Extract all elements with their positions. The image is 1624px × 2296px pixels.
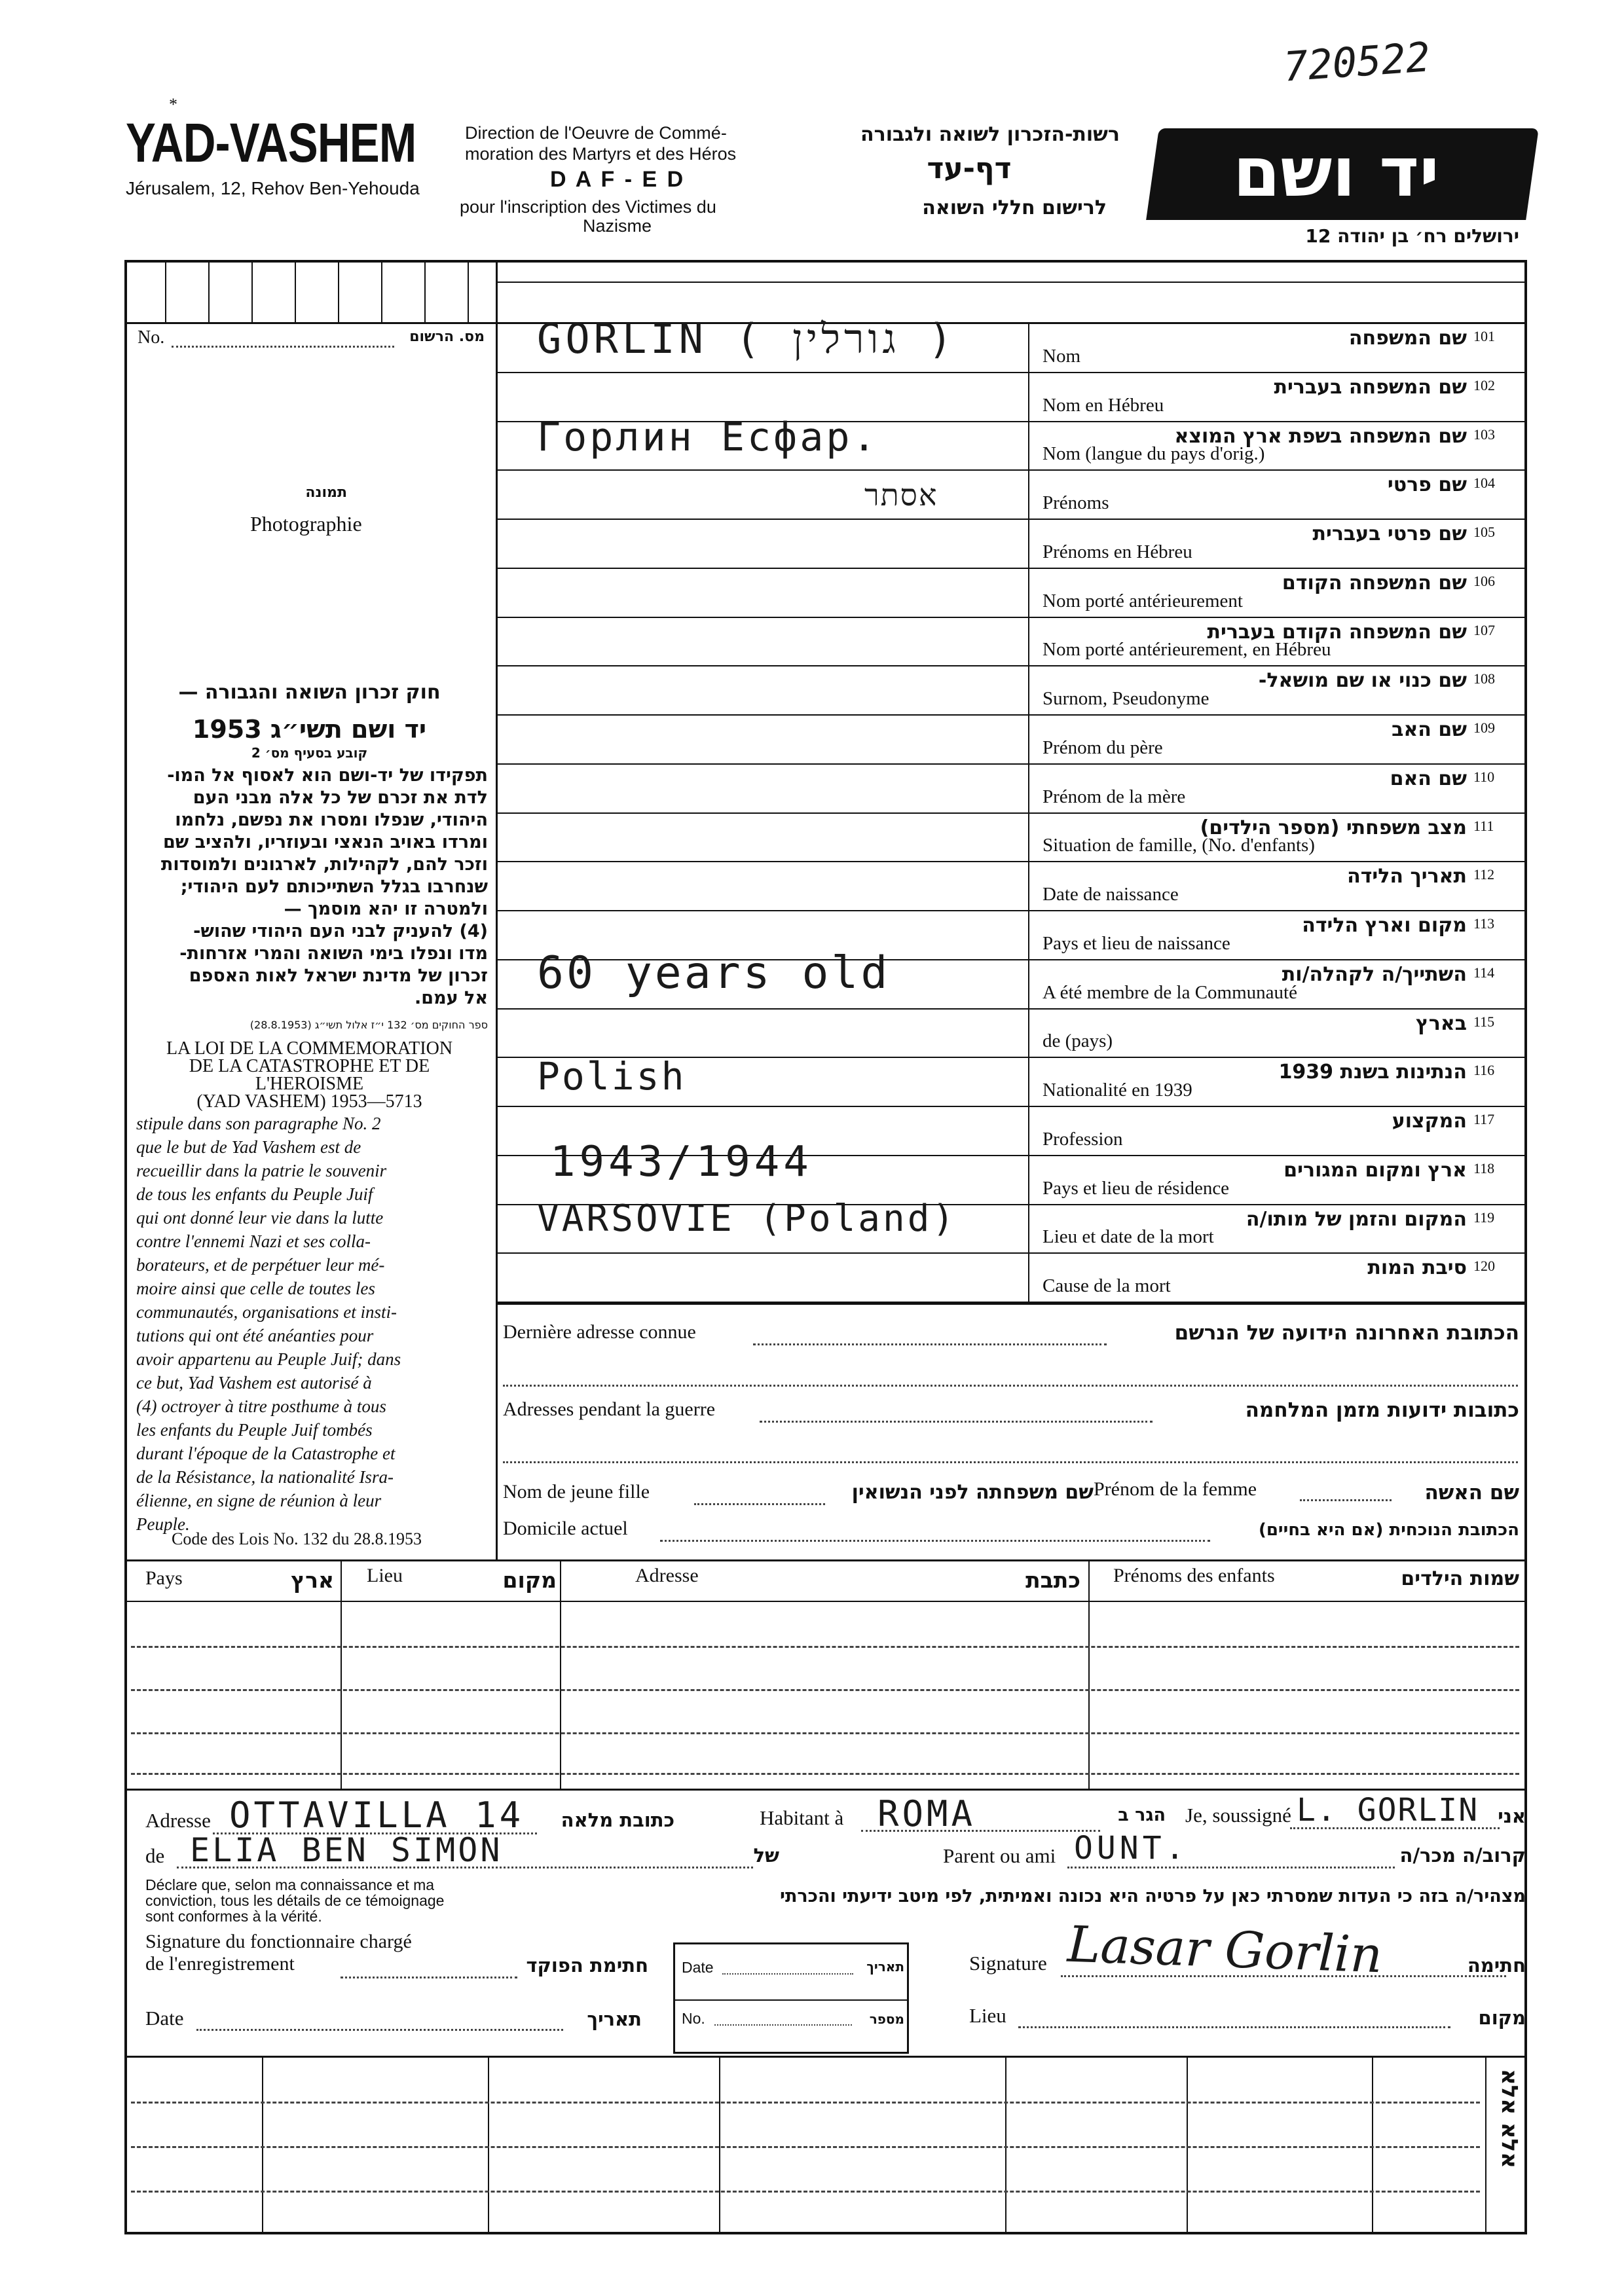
field-number: 101 [1473,328,1495,344]
field-label: Nom porté antérieurement [1043,590,1243,611]
lieu-label: Lieu [969,2004,1006,2027]
signature-label-he: חתימה [1467,1954,1526,1977]
he-purpose: לרישום חללי השואה [922,196,1107,219]
logo-text: יד ושם [1232,132,1439,212]
field-number: 113 [1473,915,1495,932]
field-number: 120 [1473,1258,1495,1275]
law-he-line: ומרדו באויב הנאצי ובעוזריו, ולהציב שם [162,832,488,852]
field-label: Date de naissance [1043,884,1179,905]
field-number: 107 [1473,621,1495,638]
field-label-he: השתייך/ה לקהלה/ות [1282,962,1467,986]
he-address: ירושלים רח׳ בן יהודה 12 [1305,225,1519,247]
col-prenoms: Prénoms des enfants [1113,1565,1275,1586]
office-use-grid [124,2056,1527,2234]
war-address-field[interactable] [760,1421,1153,1423]
date-label-he: תאריך [587,2008,642,2030]
field-label-he: שם המשפחה הקודם בעברית [1207,620,1467,644]
field-number: 108 [1473,670,1495,687]
no-label: No. [138,327,165,348]
field-number: 104 [1473,475,1495,492]
law-he-line: אל עמם. [415,988,488,1008]
adresse-value[interactable]: OTTAVILLA 14 [229,1795,525,1836]
law-fr-line: tutions qui ont été anéanties pour [136,1326,374,1345]
field-label-he: שם המשפחה [1348,327,1467,350]
law-he-title: חוק זכרון השואה והגבורה — [178,681,441,704]
war-address-label-he: כתובות ידועות מזמן המלחמה [1245,1398,1519,1422]
yad-vashem-logo [1146,128,1539,220]
daf-ed-title: D A F - E D [550,167,686,192]
law-fr-line: moire ainsi que celle de toutes les [136,1279,375,1298]
col-pays-he: ארץ [291,1567,334,1593]
law-he-sub: קובע בסעיף מס׳ 2 [251,745,368,761]
vertical-stamp: אלא אלא [1496,2069,1522,2168]
domicile-field[interactable] [660,1540,1210,1542]
date-label: Date [145,2007,184,2030]
law-fr-line: Peuple. [136,1514,190,1534]
field-number: 106 [1473,572,1495,589]
wife-name-field[interactable] [1300,1499,1392,1501]
law-fr-title-line: DE LA CATASTROPHE ET DE [189,1056,430,1076]
war-address-label: Adresses pendant la guerre [503,1398,716,1420]
field-label: Surnom, Pseudonyme [1043,688,1209,709]
he-daf-ed: דף-עד [927,152,1012,185]
domicile-label: Domicile actuel [503,1518,628,1539]
direction-line3: pour l'inscription des Victimes du [460,197,716,217]
direction-line2: moration des Martyrs et des Héros [465,144,737,164]
field-row-110 [498,765,1527,814]
box-date-label: Date [682,1959,714,1976]
law-fr-line: les enfants du Peuple Juif tombés [136,1420,373,1440]
law-fr-line: recueillir dans la patrie le souvenir [136,1161,387,1180]
children-table [124,1559,1527,1789]
no-label-he: מס. הרשום [409,329,485,345]
field-value[interactable]: 1943/1944 [550,1137,813,1186]
he-authority: רשות-הזכרון לשואה ולגבורה [860,123,1120,146]
sig-official-line: Signature du fonctionnaire chargé [145,1931,412,1952]
col-adresse-he: כתבת [1025,1567,1080,1593]
field-row-115 [498,1010,1527,1059]
law-fr-line: de la Résistance, la nationalité Isra- [136,1467,394,1487]
field-value[interactable]: Polish [537,1054,686,1099]
field-label: Nom porté antérieurement, en Hébreu [1043,639,1331,661]
signature-label: Signature [969,1952,1047,1975]
law-fr-title-line: LA LOI DE LA COMMEMORATION [166,1038,453,1059]
field-label-he: תאריך הלידה [1347,865,1467,888]
law-he-line: היהודי, שנפלו ומסרו את נפשם, נלחמו [175,810,488,830]
law-fr-body [136,1112,490,1536]
field-value[interactable]: אסתר [864,477,938,513]
field-number: 119 [1473,1209,1495,1226]
law-he-line: מדו ונפלו בימי השואה והמרי אזרחות- [179,943,488,964]
law-fr-line: élienne, en signe de réunion à leur [136,1491,382,1510]
col-lieu-he: מקום [502,1567,557,1593]
sig-official-label-he: חתימת הפוקד [526,1954,648,1977]
declaration-line: conviction, tous les détails de ce témoignage [145,1892,445,1909]
law-fr-code: Code des Lois No. 132 du 28.8.1953 [172,1529,422,1548]
field-row-114 [498,947,1527,1010]
field-value[interactable]: GORLIN ( גורלין ) [537,315,957,363]
wife-name-label-he: שם האשה [1424,1481,1519,1504]
field-label: Pays et lieu de naissance [1043,932,1230,954]
reg-number-boxes [124,260,496,322]
field-label-he: שם המשפחה הקודם [1282,571,1467,594]
field-label-he: הנתינות בשנת 1939 [1278,1061,1467,1084]
field-label-he: שם כנוי או שם מושאל- [1258,669,1467,693]
parent-value[interactable]: OUNT. [1074,1830,1189,1867]
law-he-line: שנחרבו בגלל השתייכותם לעם היהודי; [180,877,488,897]
field-label: Prénom du père [1043,737,1163,758]
declaration-line: Déclare que, selon ma connaissance et ma [145,1876,435,1893]
field-row-119 [498,1197,1527,1254]
field-label: Nom (langue du pays d'orig.) [1043,443,1265,465]
je-soussigne-label-he: אני [1498,1805,1526,1827]
field-number: 116 [1473,1062,1495,1079]
sig-official-line: de l'enregistrement [145,1953,295,1975]
law-fr-line: que le but de Yad Vashem est de [136,1137,361,1157]
law-he-line: ולמטרה זו יהא מוסמך — [284,899,488,919]
field-number: 112 [1473,866,1495,883]
photo-label-he: תמונה [305,484,347,501]
law-fr-line: avoir appartenu au Peuple Juif; dans [136,1349,401,1369]
photo-label: Photographie [250,512,362,536]
field-label: de (pays) [1043,1030,1113,1052]
habitant-value[interactable]: ROMA [877,1793,976,1834]
law-he-line: זכרון של מדינת ישראל לאות האספם [189,966,488,986]
de-label-he: של [753,1844,779,1867]
field-label: Cause de la mort [1043,1275,1171,1296]
org-name: YAD-VASHEM [126,112,416,173]
je-soussigne-value[interactable]: L. GORLIN [1297,1792,1479,1829]
field-label: Lieu et date de la mort [1043,1226,1214,1248]
field-label-he: שם האב [1392,718,1467,741]
field-number: 115 [1473,1013,1495,1030]
field-row-104 [498,471,1527,520]
field-label-he: המקום והזמן של מותו/ה [1246,1207,1467,1231]
de-value[interactable]: ELIA BEN SIMON [190,1831,503,1869]
law-fr-line: contre l'ennemi Nazi et ses colla- [136,1231,371,1251]
field-number: 109 [1473,720,1495,736]
direction-line1: Direction de l'Oeuvre de Commé- [465,123,727,143]
last-address-label: Dernière adresse connue [503,1321,696,1343]
parent-label: Parent ou ami [943,1844,1056,1867]
field-label-he: ארץ ומקום המגורים [1283,1158,1467,1182]
box-no-label: No. [682,2010,705,2027]
org-address: Jérusalem, 12, Rehov Ben-Yehouda [126,178,420,198]
maiden-name-label: Nom de jeune fille [503,1481,650,1503]
habitant-label: Habitant à [760,1806,844,1829]
maiden-name-label-he: שם משפחתה לפני הנשואין [851,1481,1094,1504]
adresse-label-he: כתובת מלאה [561,1809,674,1831]
field-row-106 [498,569,1527,618]
law-he-ref: ספר החוקים מס׳ 132 י״ז אלול תשי״ג (28.8.1953) [249,1019,488,1031]
field-label-he: סיבת המות [1367,1256,1467,1280]
law-fr-line: stipule dans son paragraphe No. 2 [136,1114,381,1133]
field-label: Nationalité en 1939 [1043,1080,1192,1101]
field-number: 105 [1473,524,1495,540]
law-he-line: וזכר להם, לקהילות, לארגונים ולמוסדות [160,854,488,875]
parent-label-he: קרוב/ה מכר/ה [1399,1844,1526,1867]
law-fr-line: communautés, organisations et insti- [136,1302,397,1322]
last-address-field[interactable] [753,1343,1107,1345]
field-value[interactable]: 60 years old [537,947,891,999]
field-label-he: שם פרטי [1387,473,1467,497]
field-label-he: שם האם [1390,767,1467,790]
handwritten-number: 720522 [1282,33,1432,91]
law-fr-line: ce but, Yad Vashem est autorisé à [136,1373,372,1393]
field-number: 110 [1473,768,1495,785]
declaration [124,1791,1527,2052]
law-fr-title-line: (YAD VASHEM) 1953—5713 [196,1091,422,1112]
asterisk-mark: * [169,95,177,114]
date-number-box [673,1942,909,2054]
field-number: 114 [1473,964,1495,981]
field-value[interactable]: VARSOVIE (Poland) [537,1197,957,1240]
last-address-label-he: הכתובת האחרונה הידועה של הנרשם [1174,1321,1519,1345]
field-label-he: בארץ [1415,1011,1467,1035]
col-prenoms-he: שמות הילדים [1401,1567,1519,1590]
field-label: Nom [1043,345,1080,367]
lieu-label-he: מקום [1478,2007,1526,2029]
header [0,0,1624,262]
field-row-108 [498,666,1527,716]
field-label: Prénoms en Hébreu [1043,541,1192,562]
field-row-120 [498,1254,1527,1303]
law-fr-line: de tous les enfants du Peuple Juif [136,1184,373,1204]
field-label-he: שם פרטי בעברית [1312,522,1467,545]
law-he-line: תפקידו של יד-ושם הוא לאסוף אל המו- [167,765,488,786]
law-fr-line: borateurs, et de perpétuer leur mé- [136,1255,385,1275]
field-number: 102 [1473,376,1495,393]
wife-name-label: Prénom de la femme [1094,1478,1257,1500]
law-fr-line: qui ont donné leur vie dans la lutte [136,1208,384,1228]
field-row-116 [498,1054,1527,1107]
box-no-label-he: מספר [869,2011,904,2027]
field-row-107 [498,618,1527,667]
habitant-label-he: הגר ב [1118,1805,1166,1825]
law-fr-title [131,1040,488,1110]
field-row-109 [498,716,1527,765]
field-row-105 [498,520,1527,569]
box-date-label-he: תאריך [866,1959,904,1975]
field-number: 111 [1473,817,1494,834]
law-fr-line: (4) octroyer à titre posthume à tous [136,1396,386,1416]
field-row-101 [498,315,1527,373]
field-label: Profession [1043,1128,1123,1150]
signature-value[interactable]: Lasar Gorlin [1066,1914,1384,1984]
law-he-line: לדת את זכרם של כל אלה מבני העם [193,788,488,808]
law-he-year: יד ושם תשי״ג 1953 [192,715,427,744]
adresse-label: Adresse [145,1809,211,1832]
sig-official-label [145,1931,412,1975]
field-row-103 [498,414,1527,471]
field-value[interactable]: Горлин Есфар. [537,414,879,460]
field-number: 118 [1473,1159,1495,1176]
declaration-line: sont conformes à la vérité. [145,1908,322,1925]
field-label-he: מקום וארץ הלידה [1302,914,1467,937]
field-label: Nom en Hébreu [1043,394,1164,416]
je-soussigne-label: Je, soussigné [1185,1804,1291,1827]
law-fr-line: durant l'époque de la Catastrophe et [136,1444,396,1463]
field-number: 103 [1473,426,1495,443]
field-label: Pays et lieu de résidence [1043,1177,1230,1199]
col-adresse: Adresse [635,1565,699,1586]
law-fr-title-line: L'HEROISME [255,1074,364,1094]
law-he-body [134,765,488,1010]
field-number: 117 [1473,1111,1495,1127]
de-label: de [145,1844,165,1867]
law-he-line: (4) להעניק לבני העם היהודי שהוש- [193,921,488,941]
field-label-he: המקצוע [1392,1110,1467,1133]
field-label-he: שם המשפחה בשפת ארץ המוצא [1174,424,1467,448]
field-row-111 [498,814,1527,863]
field-label: A été membre de la Communauté [1043,981,1297,1003]
direction-line4: Nazisme [583,216,652,236]
field-label: Prénoms [1043,492,1109,513]
col-lieu: Lieu [367,1565,403,1586]
maiden-name-field[interactable] [694,1503,825,1505]
field-label: Prénom de la mère [1043,786,1186,807]
declaration-text [145,1877,444,1924]
domicile-label-he: הכתובת הנוכחית (אם היא בחיים) [1258,1520,1519,1540]
field-label-he: מצב משפחתי (מספר הילדים) [1200,816,1467,839]
col-pays: Pays [145,1567,183,1589]
declaration-text-he: מצהיר/ה בזה כי העדות שמסרתי כאן על פרטיה היא נכונה ואמיתית, לפי מיטב ידיעתי והכרתי [780,1886,1526,1906]
field-row-112 [498,862,1527,911]
field-label-he: שם המשפחה בעברית [1274,375,1467,399]
field-label: Situation de famille, (No. d'enfants) [1043,835,1315,856]
